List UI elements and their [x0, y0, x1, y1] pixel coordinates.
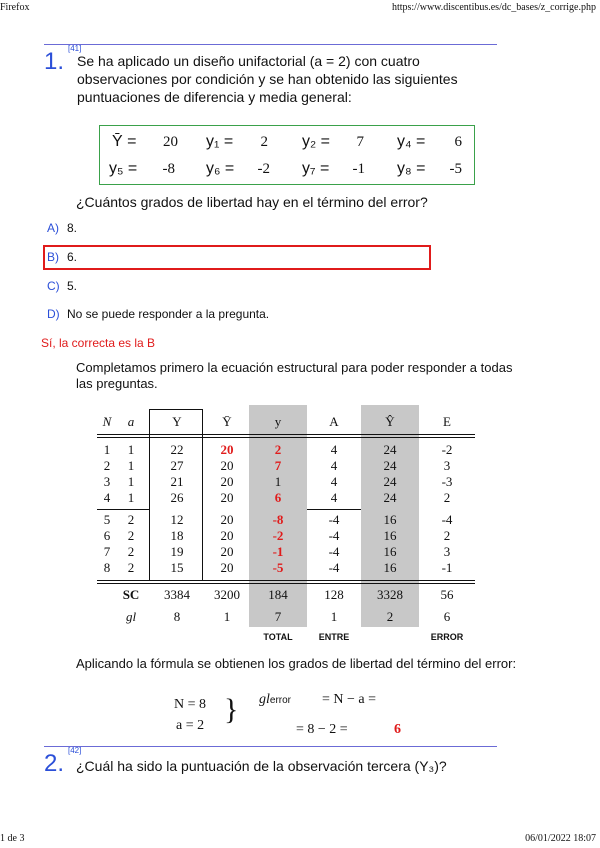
cell-a: 1 [127, 490, 135, 505]
answer-text: 5. [67, 279, 78, 293]
y4-value: 6 [454, 134, 462, 150]
cell-ybar: 20 [220, 512, 234, 527]
sc-label: SC [122, 587, 140, 602]
feedback-message: Sí, la correcta es la B [41, 336, 156, 350]
cell-ybar: 20 [220, 544, 234, 559]
question-tag: [41] [68, 44, 82, 53]
cell-ybar: 20 [220, 560, 234, 575]
cell-effect-a: 4 [330, 474, 338, 489]
cell-error: 2 [443, 528, 451, 543]
y5-value: -8 [162, 161, 175, 177]
gl-error-label [259, 692, 291, 708]
cell-y-dev: 2 [274, 442, 282, 457]
ybar-value: 20 [163, 134, 178, 150]
cell-n: 5 [103, 512, 111, 527]
y-column-border [149, 409, 203, 410]
answer-text: 8. [67, 221, 78, 235]
y4-label: y₄ = [397, 133, 426, 150]
cell-n: 4 [103, 490, 111, 505]
question-divider [44, 746, 497, 747]
cell-error: 3 [443, 544, 451, 559]
y8-label: y₈ = [397, 160, 426, 177]
question-text-line: Se ha aplicado un diseño unifactorial (a = 2) con cuatro [77, 53, 420, 69]
cell-effect-a: 4 [330, 442, 338, 457]
cell-error: -3 [441, 474, 453, 489]
cell-yhat: 16 [383, 528, 397, 543]
cell-y-dev: 7 [274, 458, 282, 473]
header-error: E [443, 414, 451, 429]
footer-label-total: TOTAL [263, 632, 293, 642]
gl-value: 6 [443, 609, 451, 624]
cell-error: 3 [443, 458, 451, 473]
cell-yhat: 16 [383, 544, 397, 559]
header-a: a [127, 414, 135, 429]
cell-n: 8 [103, 560, 111, 575]
formula-intro: Aplicando la fórmula se obtienen los grados de libertad del término del error: [76, 656, 517, 671]
gl-value: 7 [274, 609, 282, 624]
answer-text: 6. [67, 250, 78, 264]
group-rule [307, 509, 361, 510]
cell-yhat: 24 [383, 442, 397, 457]
gl-result: 6 [394, 722, 401, 737]
cell-y-raw: 18 [170, 528, 184, 543]
cell-n: 1 [103, 442, 111, 457]
cell-y-dev: 6 [274, 490, 282, 505]
n-equation: N = 8 [174, 697, 207, 712]
cell-effect-a: -4 [328, 560, 340, 575]
answer-letter: C) [47, 279, 60, 293]
sc-value: 3384 [164, 587, 190, 602]
cell-y-raw: 15 [170, 560, 184, 575]
cell-error: -4 [441, 512, 453, 527]
print-datetime: 06/01/2022 18:07 [525, 833, 596, 844]
cell-y-dev: -1 [272, 544, 284, 559]
cell-y-raw: 21 [170, 474, 184, 489]
totals-rule [97, 583, 475, 584]
a-equation: a = 2 [176, 718, 205, 733]
cell-y-raw: 26 [170, 490, 184, 505]
cell-effect-a: -4 [328, 544, 340, 559]
gl-value: 2 [386, 609, 394, 624]
cell-effect-a: -4 [328, 528, 340, 543]
question-divider [44, 44, 497, 45]
answer-option-b[interactable] [47, 250, 77, 264]
header-ybar: Ȳ [222, 414, 232, 429]
y7-value: -1 [352, 161, 365, 177]
y1-label: y₁ = [206, 133, 234, 150]
sc-value: 184 [268, 587, 288, 602]
group-rule [97, 509, 149, 510]
y6-value: -2 [257, 161, 270, 177]
header-rule [97, 437, 475, 438]
cell-y-dev: -5 [272, 560, 284, 575]
y1-value: 2 [260, 134, 268, 150]
cell-effect-a: 4 [330, 458, 338, 473]
sc-value: 128 [324, 587, 344, 602]
cell-y-raw: 27 [170, 458, 184, 473]
page-url[interactable]: https://www.discentibus.es/dc_bases/z_corrige.php [391, 2, 596, 13]
gl-symbol: gl [259, 692, 270, 707]
gl-value: 1 [330, 609, 338, 624]
cell-n: 2 [103, 458, 111, 473]
question-text: ¿Cuál ha sido la puntuación de la observación tercera (Y₃)? [76, 758, 447, 774]
gl-substitution: = 8 − 2 = [296, 722, 348, 737]
cell-error: -1 [441, 560, 453, 575]
cell-ybar: 20 [220, 442, 234, 457]
cell-y-raw: 19 [170, 544, 184, 559]
cell-yhat: 24 [383, 490, 397, 505]
y8-value: -5 [449, 161, 462, 177]
gl-value: 8 [173, 609, 181, 624]
cell-ybar: 20 [220, 490, 234, 505]
explanation-line: Completamos primero la ecuación estructural para poder responder a todas [76, 360, 513, 375]
footer-label-entre: ENTRE [318, 632, 350, 642]
cell-effect-a: 4 [330, 490, 338, 505]
cell-yhat: 24 [383, 474, 397, 489]
header-effect-a: A [329, 414, 339, 429]
cell-yhat: 16 [383, 512, 397, 527]
cell-a: 1 [127, 458, 135, 473]
answer-letter: D) [47, 307, 60, 321]
header-y-raw: Y [172, 414, 182, 429]
header-n: N [102, 414, 112, 429]
cell-y-dev: -8 [272, 512, 284, 527]
answer-letter: A) [47, 221, 59, 235]
cell-y-dev: -2 [272, 528, 284, 543]
cell-ybar: 20 [220, 458, 234, 473]
cell-a: 2 [127, 544, 135, 559]
gl-subscript: error [269, 695, 292, 706]
cell-error: 2 [443, 490, 451, 505]
brace: } [224, 693, 239, 726]
selected-answer-highlight [43, 245, 431, 270]
y6-label: y₆ = [206, 160, 235, 177]
cell-a: 2 [127, 512, 135, 527]
cell-a: 1 [127, 474, 135, 489]
question-text-line: puntuaciones de diferencia y media general: [77, 89, 352, 105]
explanation-line: las preguntas. [76, 376, 158, 391]
header-y-dev: y [274, 414, 282, 429]
answer-option-a[interactable] [47, 221, 77, 235]
cell-n: 7 [103, 544, 111, 559]
cell-effect-a: -4 [328, 512, 340, 527]
header-yhat: Ŷ [385, 414, 395, 429]
gl-value: 1 [223, 609, 231, 624]
cell-y-raw: 12 [170, 512, 184, 527]
answer-text: No se puede responder a la pregunta. [67, 307, 270, 321]
cell-yhat: 24 [383, 458, 397, 473]
page-counter: 1 de 3 [0, 833, 25, 844]
question-tag: [42] [68, 746, 82, 755]
browser-name: Firefox [0, 2, 30, 13]
answer-option-d[interactable] [47, 307, 269, 321]
cell-n: 6 [103, 528, 111, 543]
cell-y-dev: 1 [274, 474, 282, 489]
cell-error: -2 [441, 442, 453, 457]
structural-equation-table [97, 402, 475, 652]
cell-y-raw: 22 [170, 442, 184, 457]
footer-label-error: ERROR [430, 632, 464, 642]
question-text-line: observaciones por condición y se han obtenido las siguientes [77, 71, 458, 87]
cell-ybar: 20 [220, 474, 234, 489]
answer-option-c[interactable] [47, 279, 77, 293]
cell-ybar: 20 [220, 528, 234, 543]
cell-a: 1 [127, 442, 135, 457]
sc-value: 3200 [214, 587, 240, 602]
header-rule [97, 434, 475, 435]
cell-yhat: 16 [383, 560, 397, 575]
gl-label: gl [125, 609, 137, 624]
cell-a: 2 [127, 528, 135, 543]
sc-value: 56 [440, 587, 454, 602]
y2-value: 7 [356, 134, 364, 150]
sc-value: 3328 [377, 587, 403, 602]
answer-letter: B) [47, 250, 59, 264]
y7-label: y₇ = [302, 160, 330, 177]
ybar-label: Ȳ = [112, 133, 137, 150]
gl-formula: = N − a = [322, 692, 377, 707]
question-number: 1. [44, 48, 65, 75]
totals-rule [97, 580, 475, 581]
question-number: 2. [44, 750, 65, 777]
y2-label: y₂ = [302, 133, 330, 150]
question-prompt: ¿Cuántos grados de libertad hay en el término del error? [76, 194, 428, 210]
cell-n: 3 [103, 474, 111, 489]
y5-label: y₅ = [109, 160, 138, 177]
cell-a: 2 [127, 560, 135, 575]
